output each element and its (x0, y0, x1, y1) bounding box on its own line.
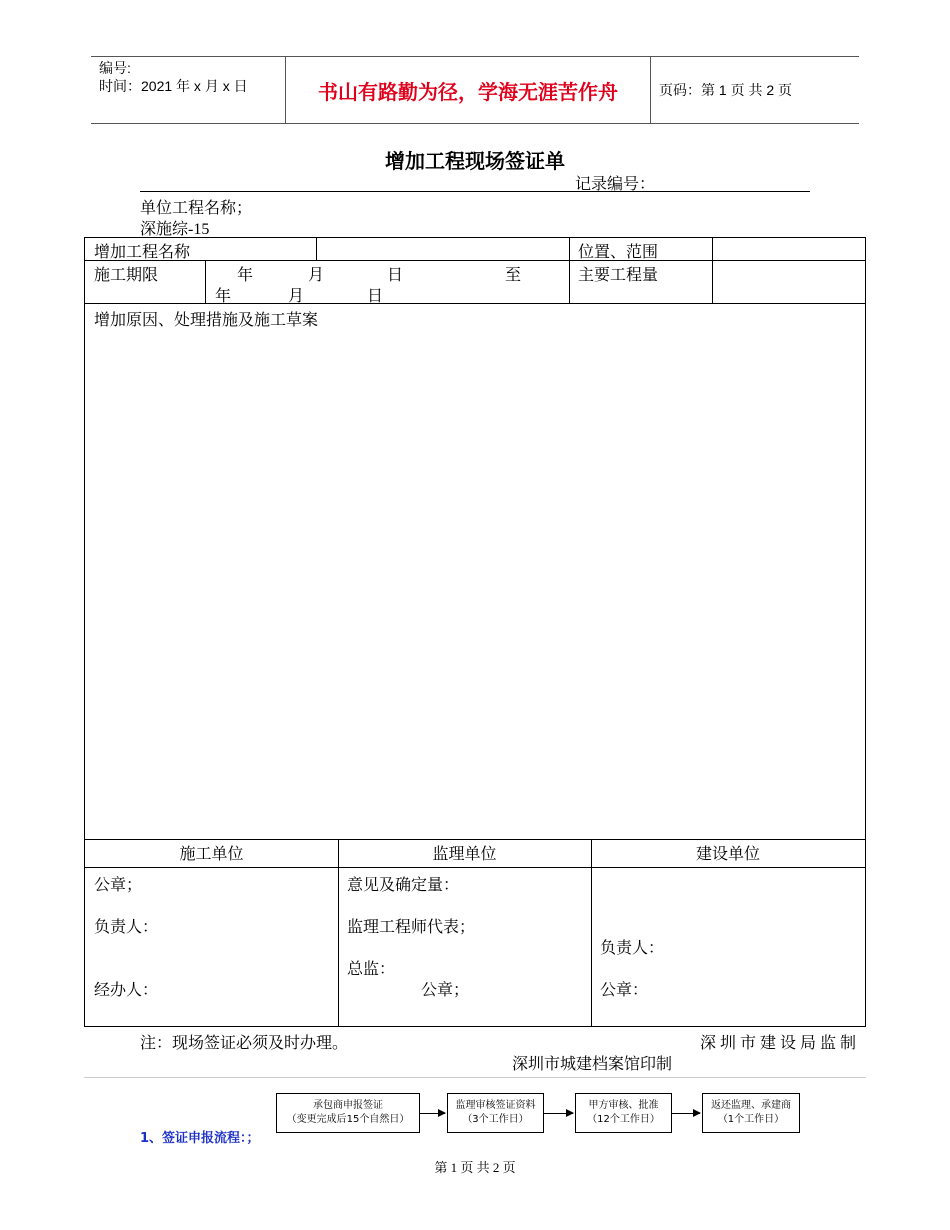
flow-step-title: 甲方审核、批准 (588, 1100, 659, 1111)
unit-name-label: 单位工程名称； (140, 200, 253, 217)
handler-label: 经办人： (94, 982, 159, 999)
page-footer: 第 1 页 共 2 页 (434, 1160, 516, 1175)
month-label: 月 (288, 288, 305, 305)
month-label: 月 (308, 267, 325, 284)
year-label: 年 (237, 267, 254, 284)
flow-arrow (420, 1113, 445, 1114)
record-number-label: 记录编号： (575, 176, 656, 193)
flow-step-title: 承包商申报签证 (313, 1100, 383, 1111)
position-range-label: 位置、范围 (578, 244, 659, 261)
visa-form-table (84, 237, 866, 1027)
page-title: 增加工程现场签证单 (385, 149, 565, 173)
owner-unit-header: 建设单位 (695, 846, 760, 863)
motto: 书山有路勤为径，学海无涯苦作舟 (286, 57, 651, 123)
document-header (91, 56, 859, 124)
flow-label: 1、签证申报流程：； (140, 1131, 260, 1146)
to-label: 至 (505, 267, 522, 284)
note-text: 注：现场签证必须及时办理。 (140, 1035, 349, 1052)
add-project-name-label: 增加工程名称 (94, 244, 191, 261)
flow-arrow (544, 1113, 573, 1114)
construction-unit-header: 施工单位 (179, 846, 244, 863)
year-label: 年 (215, 288, 232, 305)
chief-supervisor-label: 总监： (347, 961, 396, 978)
flow-step-3 (575, 1093, 672, 1133)
construction-responsible-label: 负责人： (94, 919, 159, 936)
document-number: 深施综-15 (140, 221, 210, 238)
flow-step-2 (447, 1093, 544, 1133)
owner-responsible-label: 负责人： (600, 940, 665, 957)
page-label: 页码：第 1 页 共 2 页 (659, 82, 793, 98)
time-label: 时间：2021 年 x 月 x 日 (99, 78, 248, 94)
flow-step-1 (276, 1093, 420, 1133)
owner-seal-label: 公章： (600, 982, 649, 999)
col-divider (591, 839, 592, 1027)
day-label: 日 (367, 288, 384, 305)
construction-seal-label: 公章； (94, 877, 143, 894)
separator-line (84, 1077, 866, 1078)
flow-step-4 (702, 1093, 800, 1133)
reason-label: 增加原因、处理措施及施工草案 (94, 312, 319, 329)
row-divider (85, 867, 865, 868)
flow-step-duration: （变更完成后15个自然日） (286, 1114, 410, 1125)
supervision-seal-label: 公章； (421, 982, 470, 999)
flow-step-duration: （3个工作日） (462, 1114, 529, 1125)
row-divider (85, 839, 865, 840)
day-label: 日 (387, 267, 404, 284)
flow-step-title: 监理审核签证资料 (455, 1100, 536, 1111)
supervisor-org: 深 圳 市 建 设 局 监 制 (699, 1035, 856, 1052)
col-divider (205, 260, 206, 303)
row-divider (85, 303, 865, 304)
flow-step-duration: （1个工作日） (717, 1114, 785, 1125)
construction-period-label: 施工期限 (94, 267, 159, 284)
col-divider (712, 238, 713, 303)
printer-org: 深圳市城建档案馆印制 (512, 1056, 673, 1073)
flow-step-title: 返还监理、承建商 (711, 1100, 791, 1111)
supervisor-rep-label: 监理工程师代表； (347, 919, 476, 936)
opinion-label: 意见及确定量： (347, 877, 460, 894)
flow-step-duration: （12个工作日） (587, 1114, 660, 1125)
header-meta (91, 57, 286, 123)
main-quantity-label: 主要工程量 (578, 267, 659, 284)
col-divider (569, 238, 570, 303)
number-label: 编号: (99, 60, 131, 76)
col-divider (316, 238, 317, 260)
supervision-unit-header: 监理单位 (432, 846, 497, 863)
col-divider (338, 839, 339, 1027)
row-divider (85, 260, 865, 261)
flow-arrow (672, 1113, 700, 1114)
record-underline (140, 191, 810, 192)
